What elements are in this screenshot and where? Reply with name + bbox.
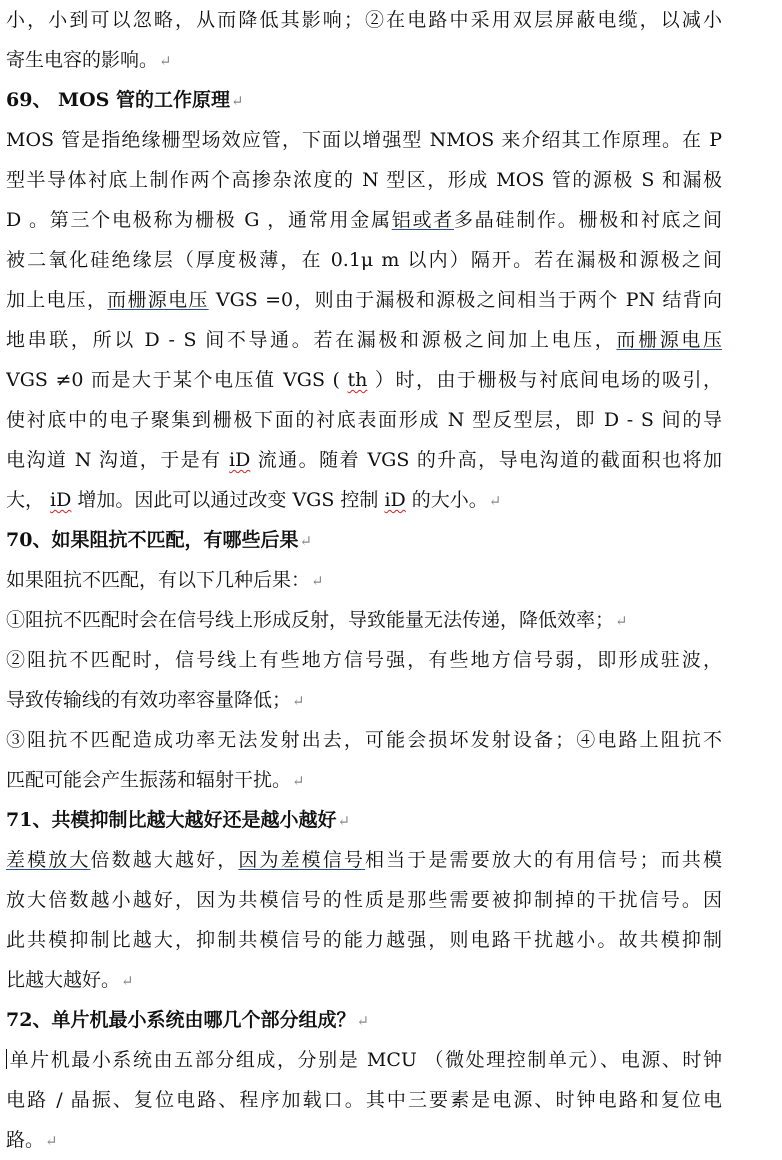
paragraph-mark-icon: ↵ (615, 612, 628, 630)
body-line: ③阻抗不匹配造成功率无法发射出去，可能会损坏发射设备；④电路上阻抗不 (6, 729, 722, 751)
grammar-underline[interactable]: 而栅源电压 (616, 329, 722, 351)
paragraph-mark-icon: ↵ (356, 1012, 370, 1030)
body-line: 被二氧化硅绝缘层（厚度极薄，在 0.1μ m 以内）隔开。若在漏极和源极之间 (6, 249, 722, 271)
body-line: 匹配可能会产生振荡和辐射干扰。↵ (6, 769, 305, 791)
paragraph-mark-icon: ↵ (337, 812, 351, 830)
body-line: 寄生电容的影响。↵ (6, 49, 172, 71)
body-line: 地串联，所以 D - S 间不导通。若在漏极和源极之间加上电压，而栅源电压 (6, 329, 722, 351)
body-line: 此共模抑制比越大，抑制共模信号的能力越强，则电路干扰越小。故共模抑制 (6, 929, 722, 951)
paragraph-mark-icon: ↵ (159, 52, 172, 70)
paragraph-mark-icon: ↵ (488, 492, 502, 510)
body-line: 型半导体衬底上制作两个高掺杂浓度的 N 型区，形成 MOS 管的源极 S 和漏极 (6, 169, 722, 191)
body-line: 加上电压，而栅源电压 VGS =0，则由于漏极和源极之间相当于两个 PN 结背向 (6, 289, 722, 311)
section-heading-69: 69、 MOS 管的工作原理↵ (6, 89, 244, 111)
grammar-underline[interactable]: 铝或者 (391, 209, 454, 231)
body-line: 使衬底中的电子聚集到栅极下面的衬底表面形成 N 型反型层，即 D - S 间的导 (6, 409, 722, 431)
paragraph-mark-icon: ↵ (292, 692, 305, 710)
spelling-underline[interactable]: th (347, 369, 368, 391)
paragraph-mark-icon: ↵ (230, 92, 244, 110)
body-line: D 。第三个电极称为栅极 G ，通常用金属铝或者多晶硅制作。栅极和衬底之间 (6, 209, 722, 231)
body-line[interactable]: 单片机最小系统由五部分组成，分别是 MCU （微处理控制单元）、电源、时钟 (8, 1049, 722, 1071)
section-heading-72: 72、单片机最小系统由哪几个部分组成？↵ (6, 1009, 370, 1031)
text-cursor (6, 1049, 7, 1069)
section-heading-70: 70、如果阻抗不匹配，有哪些后果↵ (6, 529, 313, 551)
body-line: 小，小到可以忽略，从而降低其影响；②在电路中采用双层屏蔽电缆，以减小 (6, 9, 722, 31)
paragraph-mark-icon: ↵ (311, 572, 324, 590)
body-line: ②阻抗不匹配时，信号线上有些地方信号强，有些地方信号弱，即形成驻波， (6, 649, 722, 671)
grammar-underline[interactable]: 因为差模信号 (238, 849, 366, 871)
body-line: 导致传输线的有效功率容量降低；↵ (6, 689, 305, 711)
body-line: VGS ≠0 而是大于某个电压值 VGS ( th ）时，由于栅极与衬底间电场的吸引， (6, 369, 722, 391)
spelling-underline[interactable]: iD (384, 489, 406, 511)
body-line: 大， iD 增加。因此可以通过改变 VGS 控制 iD 的大小。↵ (6, 489, 502, 511)
grammar-underline[interactable]: 差模放大 (6, 849, 91, 871)
body-line: 放大倍数越小越好，因为共模信号的性质是那些需要被抑制掉的干扰信号。因 (6, 889, 722, 911)
spelling-underline[interactable]: iD (50, 489, 72, 511)
body-line: 差模放大倍数越大越好，因为差模信号相当于是需要放大的有用信号；而共模 (6, 849, 722, 871)
body-line: 路。↵ (6, 1129, 58, 1151)
body-line: ①阻抗不匹配时会在信号线上形成反射，导致能量无法传递，降低效率；↵ (6, 609, 628, 631)
paragraph-mark-icon: ↵ (121, 972, 134, 990)
spelling-underline[interactable]: iD (229, 449, 251, 471)
body-line: 电沟道 N 沟道，于是有 iD 流通。随着 VGS 的升高，导电沟道的截面积也将加 (6, 449, 722, 471)
body-line: 如果阻抗不匹配，有以下几种后果：↵ (6, 569, 324, 591)
body-line: MOS 管是指绝缘栅型场效应管，下面以增强型 NMOS 来介绍其工作原理。在 P (6, 129, 722, 151)
body-line: 比越大越好。↵ (6, 969, 134, 991)
paragraph-mark-icon: ↵ (45, 1132, 58, 1150)
body-line: 电路 / 晶振、复位电路、程序加载口。其中三要素是电源、时钟电路和复位电 (6, 1089, 722, 1111)
grammar-underline[interactable]: 而栅源电压 (107, 289, 209, 311)
paragraph-mark-icon: ↵ (299, 532, 313, 550)
section-heading-71: 71、共模抑制比越大越好还是越小越好↵ (6, 809, 351, 831)
paragraph-mark-icon: ↵ (292, 772, 305, 790)
